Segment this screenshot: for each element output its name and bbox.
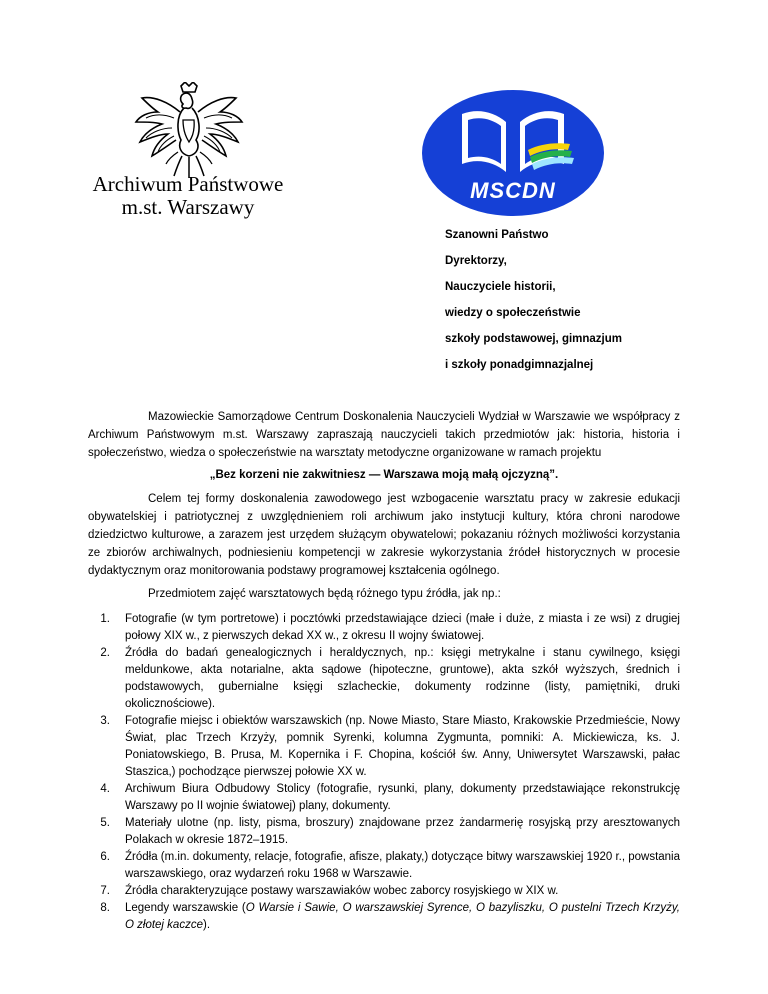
mscdn-logo bbox=[420, 88, 606, 218]
intro-paragraph: Mazowieckie Samorządowe Centrum Doskonalenia Nauczycieli Wydział w Warszawie we współpracy z Archiwum Państwowym m.st. Warszawy zapraszają nauczycieli takich przedmiotów jak: historia, historia i społeczeństwo, wiedza o społeczeństwie na warsztaty metodyczne organizowane w ramach projektu bbox=[88, 411, 680, 459]
address-line: Szanowni Państwo bbox=[445, 229, 549, 241]
list-item-text: Źródła (m.in. dokumenty, relacje, fotografie, afisze, plakaty,) dotyczące bitwy warszawskiej 1920 r., powstania warszawskiego, oraz wydarzeń roku 1968 w Warszawie. bbox=[125, 851, 681, 880]
list-item-number: 7. bbox=[100, 885, 110, 897]
list-item bbox=[88, 611, 680, 645]
list-item bbox=[88, 900, 680, 934]
sources-list bbox=[88, 611, 680, 934]
list-item-text bbox=[125, 900, 680, 934]
archiwum-name-line2: m.st. Warszawy bbox=[121, 195, 255, 219]
legend-suffix: ). bbox=[202, 919, 211, 931]
list-item bbox=[88, 713, 680, 781]
eagle-emblem-icon bbox=[134, 82, 244, 180]
list-item bbox=[88, 645, 680, 713]
list-item-text: Materiały ulotne (np. listy, pisma, broszury) znajdowane przez żandarmerię rosyjską przy aresztowanych Polakach w okresie 1872–1915. bbox=[125, 817, 680, 846]
list-item-number: 1. bbox=[100, 613, 110, 625]
address-block bbox=[445, 222, 745, 378]
list-item-number: 2. bbox=[100, 647, 110, 659]
list-item-text: Fotografie (w tym portretowe) i pocztówki przedstawiające dzieci (małe i duże, z miasta i ze wsi) z drugiej połowy XIX w., z pierwszych dekad XX w., z okresu II wojny światowej. bbox=[125, 613, 680, 642]
list-item-number: 6. bbox=[100, 851, 110, 863]
archiwum-name-line1: Archiwum Państwowe bbox=[92, 172, 284, 196]
list-item-number: 8. bbox=[100, 902, 110, 914]
legend-prefix: Legendy warszawskie ( bbox=[125, 902, 246, 914]
list-item-text: Źródła do badań genealogicznych i heraldycznych, np.: księgi metrykalne i stanu cywilnego, księgi meldunkowe, akta notarialne, akta sądowe (hipoteczne, gruntowe), akta szkół wyższych, średnich i podstawowych, gubernialne księgi szlacheckie, dokumenty rodzinne (listy, pamiętniki, druki okolicznościowe). bbox=[125, 647, 680, 710]
letter-body bbox=[88, 408, 680, 934]
list-item bbox=[88, 849, 680, 883]
list-item bbox=[88, 781, 680, 815]
mscdn-wordmark: MSCDN bbox=[470, 178, 556, 203]
list-item-number: 3. bbox=[100, 715, 110, 727]
list-item bbox=[88, 883, 680, 900]
list-item-number: 4. bbox=[100, 783, 110, 795]
list-item-text: Źródła charakteryzujące postawy warszawiaków wobec zaborcy rosyjskiego w XIX w. bbox=[125, 885, 559, 897]
address-line: szkoły podstawowej, gimnazjum bbox=[445, 333, 623, 345]
address-line: Dyrektorzy, bbox=[445, 255, 507, 267]
project-title: „Bez korzeni nie zakwitniesz — Warszawa moją małą ojczyzną”. bbox=[209, 469, 559, 481]
goal-paragraph: Celem tej formy doskonalenia zawodowego jest wzbogacenie warsztatu pracy w zakresie edukacji obywatelskiej i patriotycznej z uwzględnieniem roli archiwum jako instytucji kultury, która chroni narodowe dziedzictwo kulturowe, a zarazem jest urzędem służącym obywatelowi; pokazaniu różnych możliwości korzystania ze zbiorów archiwalnych, podniesieniu kompetencji w zakresie wykorzystania źródeł historycznych w procesie dydaktycznym oraz monitorowania podstawy programowej kształcenia ogólnego. bbox=[88, 493, 680, 577]
list-item bbox=[88, 815, 680, 849]
archiwum-logo bbox=[88, 82, 288, 222]
address-line: Nauczyciele historii, bbox=[445, 281, 556, 293]
list-item-text: Archiwum Biura Odbudowy Stolicy (fotografie, rysunki, plany, dokumenty przedstawiające rekonstrukcję Warszawy po II wojnie światowej) plany, dokumenty. bbox=[125, 783, 680, 812]
list-item-number: 5. bbox=[100, 817, 110, 829]
address-line: i szkoły ponadgimnazjalnej bbox=[445, 359, 594, 371]
list-item-text: Fotografie miejsc i obiektów warszawskich (np. Nowe Miasto, Stare Miasto, Krakowskie Przedmieście, Nowy Świat, plac Trzech Krzyży, pomnik Syrenki, kolumna Zygmunta, pomniki: A. Mickiewicza, ks. J. Poniatowskiego, B. Prusa, M. Kopernika i F. Chopina, kościół św. Anny, Uniwersytet Warszawski, pałac Staszica,) pochodzące pierwszej połowie XX w. bbox=[125, 715, 680, 778]
list-lead: Przedmiotem zajęć warsztatowych będą różnego typu źródła, jak np.: bbox=[148, 588, 501, 600]
legend-titles: O Warsie i Sawie, O warszawskiej Syrence, O bazyliszku, O pustelni Trzech Krzyży, O złotej kaczce bbox=[125, 902, 680, 931]
address-line: wiedzy o społeczeństwie bbox=[445, 307, 581, 319]
